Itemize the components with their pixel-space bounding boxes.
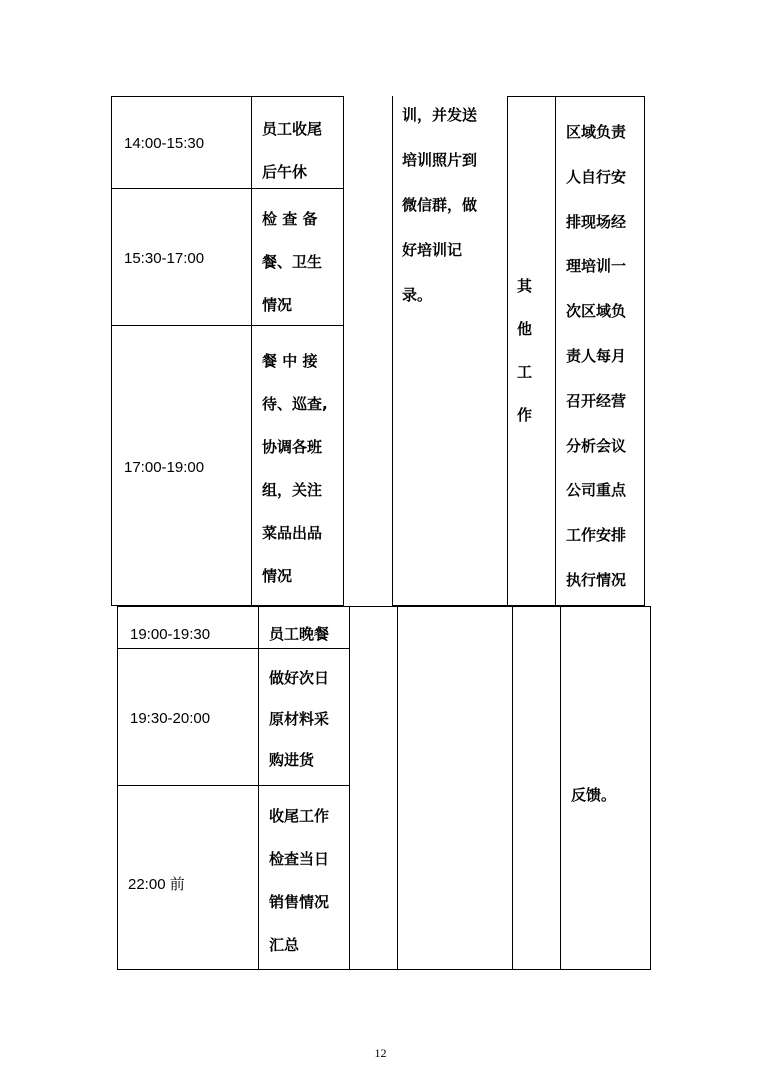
time-cell: 15:30-17:00 [124, 250, 205, 267]
time-cell: 17:00-19:00 [124, 459, 205, 476]
task-line: 菜品出品 [262, 524, 323, 542]
task-line: 检 查 备 [262, 210, 318, 228]
table-border [343, 96, 344, 606]
time-cell: 19:30-20:00 [130, 710, 211, 727]
table-border [349, 606, 350, 970]
training-line: 微信群，做 [402, 196, 478, 214]
notes-line: 责人每月 [566, 346, 627, 365]
category-char: 工 [517, 363, 533, 381]
notes-line: 人自行安 [566, 167, 627, 186]
task-line: 情况 [262, 567, 293, 585]
task-line: 待、巡查, [262, 395, 328, 413]
time-cell: 22:00 前 [128, 876, 185, 893]
notes-line: 反馈。 [571, 786, 617, 804]
task-line: 销售情况 [269, 893, 330, 911]
notes-line: 公司重点 [566, 481, 627, 500]
task-line: 情况 [262, 296, 293, 314]
table-border [650, 606, 651, 970]
task-cell [269, 613, 329, 656]
table-border [397, 606, 398, 970]
task-cell [262, 198, 322, 327]
task-cell [269, 658, 329, 781]
table-border [111, 96, 344, 97]
task-line: 组，关注 [262, 481, 323, 499]
task-line: 收尾工作 [269, 807, 330, 825]
table-border [111, 96, 112, 606]
table-border [251, 96, 252, 606]
notes-line: 次区域负 [566, 302, 627, 321]
training-cell [402, 93, 477, 318]
task-line: 员工收尾 [262, 120, 323, 138]
table-border [392, 96, 393, 606]
notes-line: 区域负责 [566, 123, 627, 141]
table-border [117, 785, 350, 786]
task-line: 原材料采 [269, 710, 330, 728]
category-char: 其 [517, 277, 533, 295]
notes-line: 分析会议 [566, 436, 627, 455]
time-cell: 19:00-19:30 [130, 626, 211, 643]
notes-line: 工作安排 [566, 526, 627, 545]
training-line: 录。 [402, 286, 433, 304]
training-line: 训，并发送 [402, 106, 478, 124]
table-border [555, 96, 556, 606]
category-cell [517, 265, 532, 437]
category-char: 他 [517, 320, 533, 338]
category-char: 作 [517, 406, 533, 424]
task-line: 协调各班 [262, 438, 323, 456]
task-cell [269, 795, 329, 967]
table-border [507, 96, 645, 97]
page-number: 12 [374, 1046, 387, 1060]
task-line: 购进货 [269, 751, 315, 769]
table-border [644, 96, 645, 606]
table-border [258, 606, 259, 970]
notes-cell [566, 110, 626, 603]
table-border [117, 606, 118, 970]
time-cell: 14:00-15:30 [124, 135, 205, 152]
task-line: 后午休 [262, 163, 308, 181]
task-cell [262, 340, 328, 598]
notes-line: 理培训一 [566, 257, 627, 276]
table-border [512, 606, 513, 970]
task-line: 做好次日 [269, 669, 330, 687]
table-border [507, 96, 508, 606]
task-line: 汇总 [269, 936, 300, 954]
task-line: 员工晚餐 [269, 625, 330, 643]
table-border [560, 606, 561, 970]
notes-line: 排现场经 [566, 212, 627, 231]
table-border [117, 969, 651, 970]
task-line: 检查当日 [269, 850, 330, 868]
training-line: 好培训记 [402, 241, 463, 259]
notes-line: 执行情况 [566, 570, 627, 589]
task-cell [262, 108, 322, 194]
task-line: 餐 中 接 [262, 352, 318, 370]
notes-cell [571, 774, 616, 817]
notes-line: 召开经营 [566, 391, 627, 410]
table-border [117, 606, 651, 607]
training-line: 培训照片到 [402, 151, 478, 169]
task-line: 餐、卫生 [262, 253, 323, 271]
